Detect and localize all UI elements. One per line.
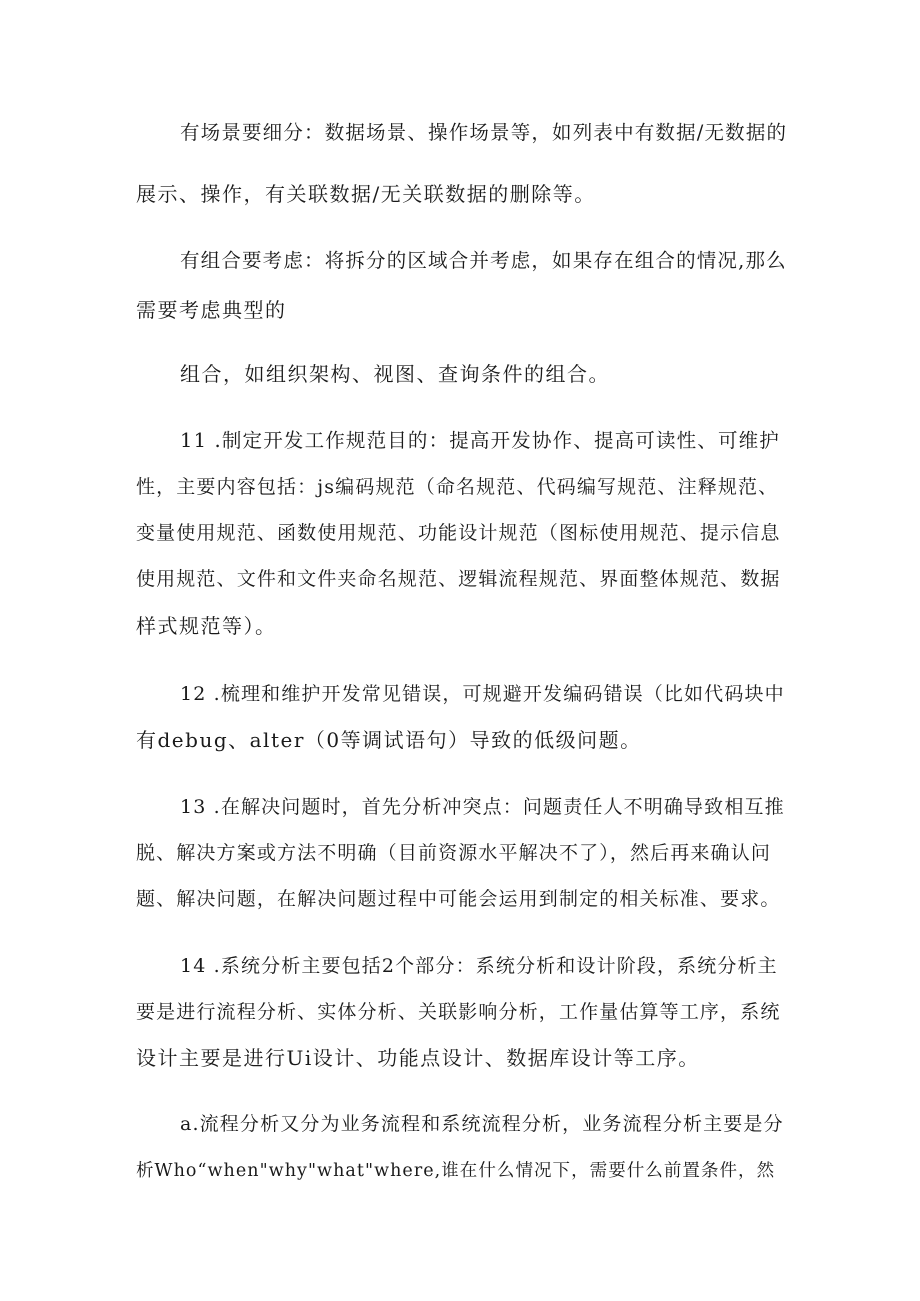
text-line: 样式规范等）。 [136,614,277,638]
text-line: 展示、操作，有关联数据/无关联数据的删除等。 [136,182,596,206]
text-line: 组合，如组织架构、视图、查询条件的组合。 [180,362,610,386]
text-line: 使用规范、文件和文件夹命名规范、逻辑流程规范、界面整体规范、数据 [136,568,781,590]
text-line: 性，主要内容包括：js编码规范（命名规范、代码编写规范、注释规范、 [136,476,779,498]
text-line: 14 .系统分析主要包括2个部分：系统分析和设计阶段，系统分析主 [180,955,778,977]
text-line: 变量使用规范、函数使用规范、功能设计规范（图标使用规范、提示信息 [136,522,781,544]
text-line: 题、解决问题，在解决问题过程中可能会运用到制定的相关标准、要求。 [136,888,781,910]
text-line: a.流程分析又分为业务流程和系统流程分析，业务流程分析主要是分 [180,1113,784,1135]
text-line: 需要考虑典型的 [136,298,287,322]
text-line: 12 .梳理和维护开发常见错误，可规避开发编码错误（比如代码块中 [180,683,785,705]
text-line: 要是进行流程分析、实体分析、关联影响分析，工作量估算等工序，系统 [136,1001,781,1023]
text-line: 有debug、alter（0等调试语句）导致的低级问题。 [136,728,642,752]
text-line: 设计主要是进行Ui设计、功能点设计、数据库设计等工序。 [136,1046,700,1070]
text-line: 11 .制定开发工作规范目的：提高开发协作、提高可读性、可维护 [180,429,780,452]
text-line: 脱、解决方案或方法不明确（目前资源水平解决不了），然后再来确认问 [136,842,771,864]
text-line: 有场景要细分：数据场景、操作场景等，如列表中有数据/无数据的 [180,121,788,144]
text-line: 13 .在解决问题时，首先分析冲突点：问题责任人不明确导致相互推 [180,796,785,818]
text-line: 有组合要考虑：将拆分的区域合并考虑，如果存在组合的情况,那么 [180,249,787,272]
text-line: 析Who“when"why"what"where,谁在什么情况下，需要什么前置条件，然 [136,1161,776,1181]
